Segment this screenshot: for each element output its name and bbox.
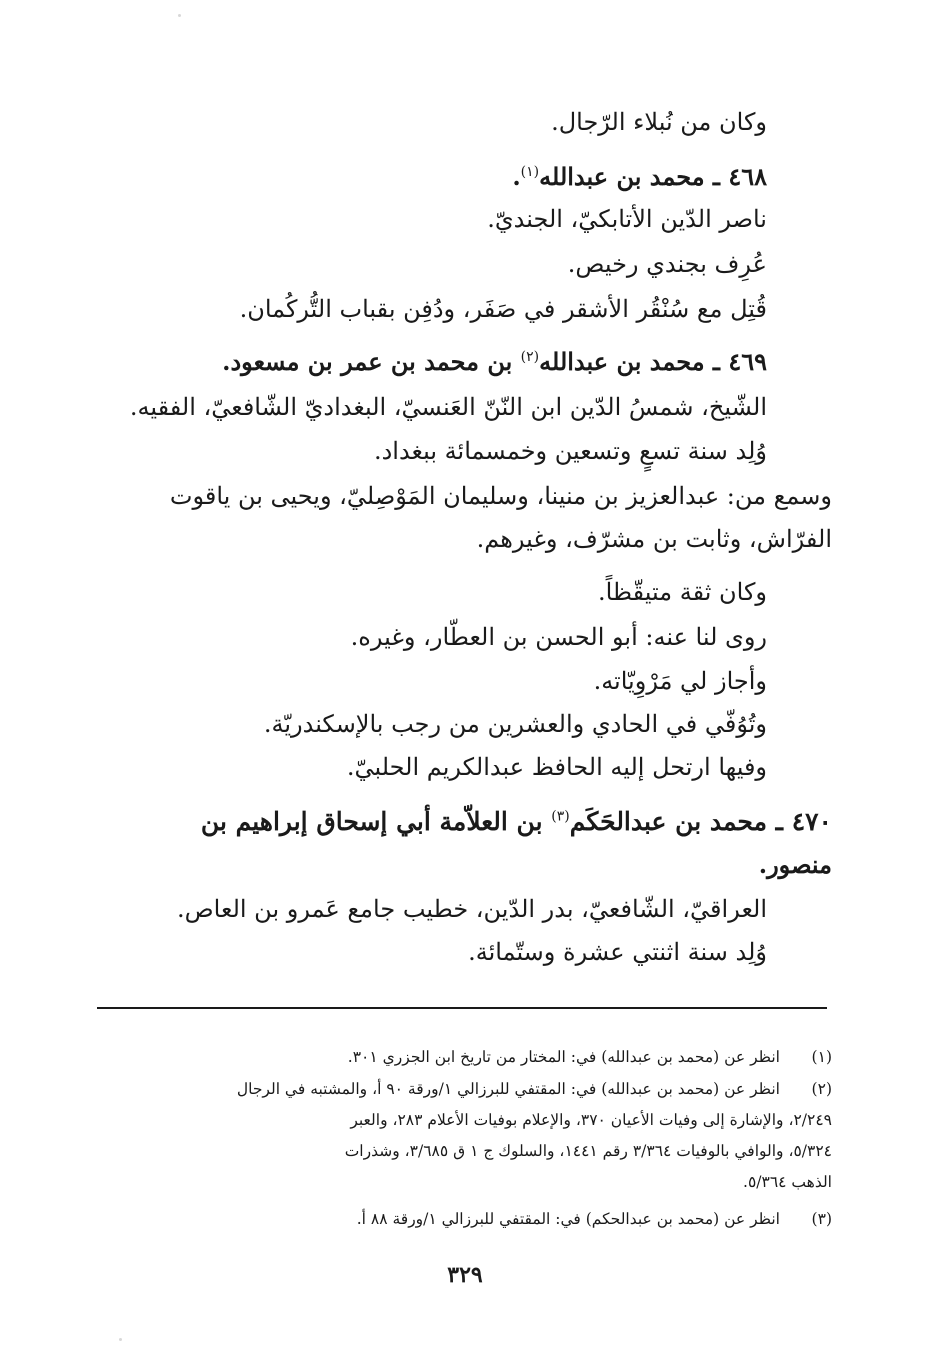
- footnote-2: [97, 1074, 832, 1200]
- text-line: روى لنا عنه: أبو الحسن بن العطّار، وغيره.: [350, 623, 767, 651]
- footnote-ref: (١): [520, 164, 540, 180]
- text-line: وكان ثقة متيقّظاً.: [597, 578, 767, 606]
- text-line: عُرِف بجندي رخيص.: [567, 250, 767, 278]
- paper-speck: [119, 1338, 122, 1341]
- footnote-separator: [97, 1007, 827, 1009]
- text-line: قُتِل مع سُنْقُر الأشقر في صَفَر، ودُفِن بقباب التُّركُمان.: [239, 295, 767, 323]
- text-line: وُلِد سنة اثنتي عشرة وستّمائة.: [468, 938, 767, 966]
- footnote-text: انظر عن (محمد بن عبدالله) في: المقتفي للبرزالي ١/ورقة ٩٠ أ، والمشتبه في الرجال: [236, 1080, 780, 1098]
- text-line: وُلِد سنة تسعٍ وتسعين وخمسمائة ببغداد.: [373, 437, 767, 465]
- footnote-ref: (٢): [520, 349, 540, 365]
- footnote-text: انظر عن (محمد بن عبدالحكم) في: المقتفي للبرزالي ١/ورقة ٨٨ أ.: [356, 1210, 780, 1228]
- footnote-number: (١): [811, 1048, 832, 1066]
- entry-heading-470: ٤٧٠ ـ محمد بن عبدالحَكَم$^{(٣)}$ بن العلاّمة أبي إسحاق إبراهيم بن: [200, 807, 832, 836]
- footnote-text: انظر عن (محمد بن عبدالله) في: المختار من تاريخ ابن الجزري ٣٠١.: [347, 1048, 780, 1066]
- footnote-1: [97, 1042, 832, 1072]
- text-line: الفرّاش، وثابت بن مشرّف، وغيرهم.: [476, 525, 832, 553]
- text-line: العراقيّ، الشّافعيّ، بدر الدّين، خطيب جامع عَمرو بن العاص.: [177, 895, 767, 923]
- text-line: وفيها ارتحل إليه الحافظ عبدالكريم الحلبيّ.: [346, 753, 767, 781]
- footnote-number: (٢): [811, 1080, 832, 1098]
- footnote-text: ٢/٢٤٩، والإشارة إلى وفيات الأعيان ٣٧٠، والإعلام بوفيات الأعلام ٢٨٣، والعبر: [350, 1111, 832, 1129]
- footnote-ref: (٣): [551, 808, 570, 825]
- footnote-number: (٣): [811, 1210, 832, 1228]
- entry-heading-468: ٤٦٨ ـ محمد بن عبدالله$^{(١)}$.: [512, 162, 767, 191]
- paper-speck: [178, 14, 181, 17]
- entry-heading-470-cont: منصور.: [758, 850, 832, 879]
- footnote-3: [97, 1204, 832, 1234]
- text-line: وكان من نُبلاء الرّجال.: [551, 108, 767, 136]
- text-line: وتُوُفّي في الحادي والعشرين من رجب بالإسكندريّة.: [263, 710, 767, 738]
- entry-heading-469: ٤٦٩ ـ محمد بن عبدالله$^{(٢)}$ بن محمد بن عمر بن مسعود.: [222, 347, 767, 376]
- text-line: ناصر الدّين الأتابكيّ، الجنديّ.: [487, 205, 767, 233]
- text-line: وأجاز لي مَرْوِيّاته.: [593, 667, 767, 695]
- text-line: الشّيخ، شمسُ الدّين ابن النّنّ العَنسيّ، البغداديّ الشّافعيّ، الفقيه.: [129, 393, 767, 421]
- footnote-text: ٥/٣٢٤، والوافي بالوفيات ٣/٣٦٤ رقم ١٤٤١، والسلوك ج ١ ق ٣/٦٨٥، وشذرات: [344, 1142, 832, 1160]
- footnote-text: الذهب ٥/٣٦٤.: [743, 1173, 832, 1191]
- text-line: وسمع من: عبدالعزيز بن منينا، وسليمان المَوْصِليّ، ويحيى بن ياقوت: [169, 482, 832, 510]
- page-number: ٣٢٩: [447, 1262, 483, 1288]
